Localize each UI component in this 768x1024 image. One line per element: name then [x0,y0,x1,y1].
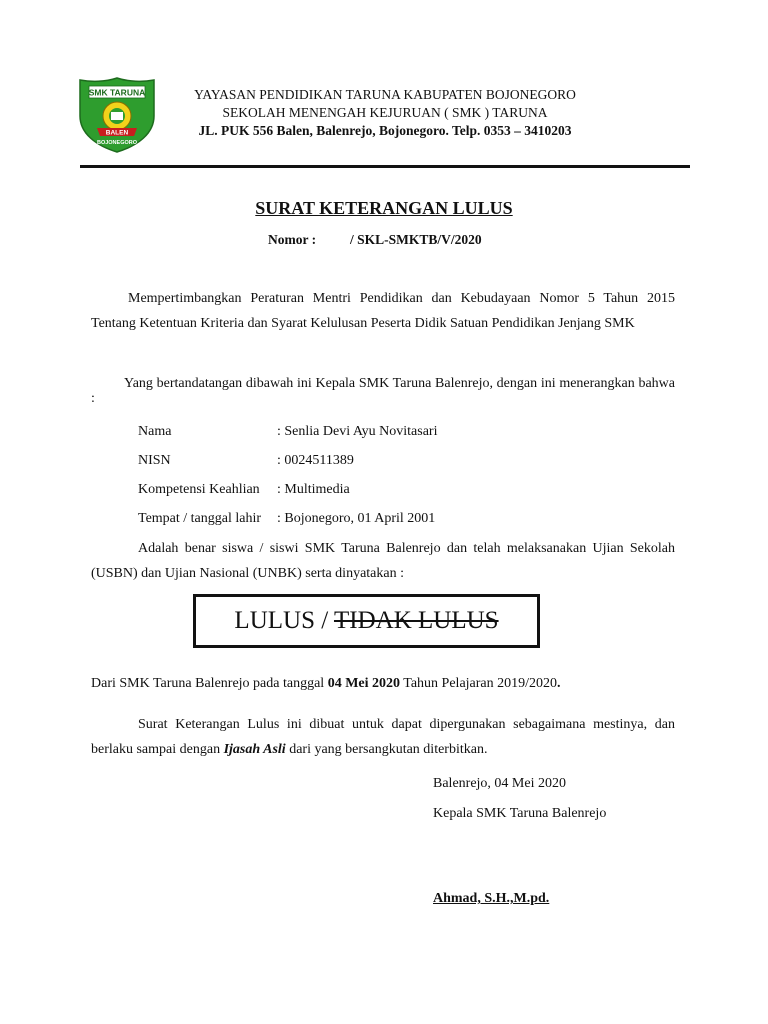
validity-emph: Ijasah Asli [223,742,286,757]
student-birth-value: : Bojonegoro, 01 April 2001 [277,511,436,526]
document-title: SURAT KETERANGAN LULUS [255,198,513,218]
student-nisn-label: NISN [138,453,171,468]
logo-top-text: SMK TARUNA [88,87,146,98]
student-competency-label: Kompetensi Keahlian [138,482,260,497]
validity-before: Surat Keterangan Lulus ini dibuat untuk dapat dipergunakan sebagaimana mestinya, dan berlaku sampai dengan [91,717,675,757]
foundation-name: YAYASAN PENDIDIKAN TARUNA KABUPATEN BOJONEGORO [194,87,576,102]
paragraph-exam-statement: Adalah benar siswa / siswi SMK Taruna Balenrejo dan telah melaksanakan Ujian Sekolah (USBN) dan Ujian Nasional (UNBK) serta dinyatakan : [91,541,675,581]
nomor-label: Nomor : [268,232,317,247]
student-competency-value: : Multimedia [277,482,350,497]
logo-bottom-text: BOJONEGORO [96,140,138,146]
paragraph-declaration: Yang bertandatangan dibawah ini Kepala SMK Taruna Balenrejo, dengan ini menerangkan bahwa : [91,376,675,406]
result-box [193,594,540,648]
school-logo [77,76,157,154]
nomor-value: / SKL-SMKTB/V/2020 [350,232,482,247]
issue-date: 04 Mei 2020 [327,676,401,691]
school-shield-logo-icon [77,76,157,154]
student-name-label: Nama [138,424,172,439]
validity-after: dari yang bersangkutan diterbitkan. [285,742,488,757]
signature-name: Ahmad, S.H.,M.pd. [433,891,550,906]
school-address: JL. PUK 556 Balen, Balenrejo, Bojonegoro. Telp. 0353 – 3410203 [198,123,572,138]
student-nisn-value: : 0024511389 [277,453,354,468]
student-name-value: : Senlia Devi Ayu Novitasari [277,424,438,439]
paragraph-issue-date [91,676,561,692]
signature-position: Kepala SMK Taruna Balenrejo [433,806,607,821]
signature-place-date: Balenrejo, 04 Mei 2020 [433,776,566,791]
issue-date-before: Dari SMK Taruna Balenrejo pada tanggal [91,676,328,691]
paragraph-validity [91,712,675,762]
issue-date-period: . [557,676,561,691]
logo-middle-text: BALEN [105,129,129,137]
result-fail-struck: TIDAK LULUS [333,607,499,634]
letterhead-divider [80,165,690,168]
paragraph-considering: Mempertimbangkan Peraturan Mentri Pendidikan dan Kebudayaan Nomor 5 Tahun 2015 Tentang Ketentuan Kriteria dan Syarat Kelulusan Peserta Didik Satuan Pendidikan Jenjang SMK [91,291,675,331]
result-pass: LULUS / [234,607,334,634]
student-birth-label: Tempat / tanggal lahir [138,511,262,526]
issue-date-after: Tahun Pelajaran 2019/2020 [400,676,558,691]
school-name: SEKOLAH MENENGAH KEJURUAN ( SMK ) TARUNA [222,105,548,120]
